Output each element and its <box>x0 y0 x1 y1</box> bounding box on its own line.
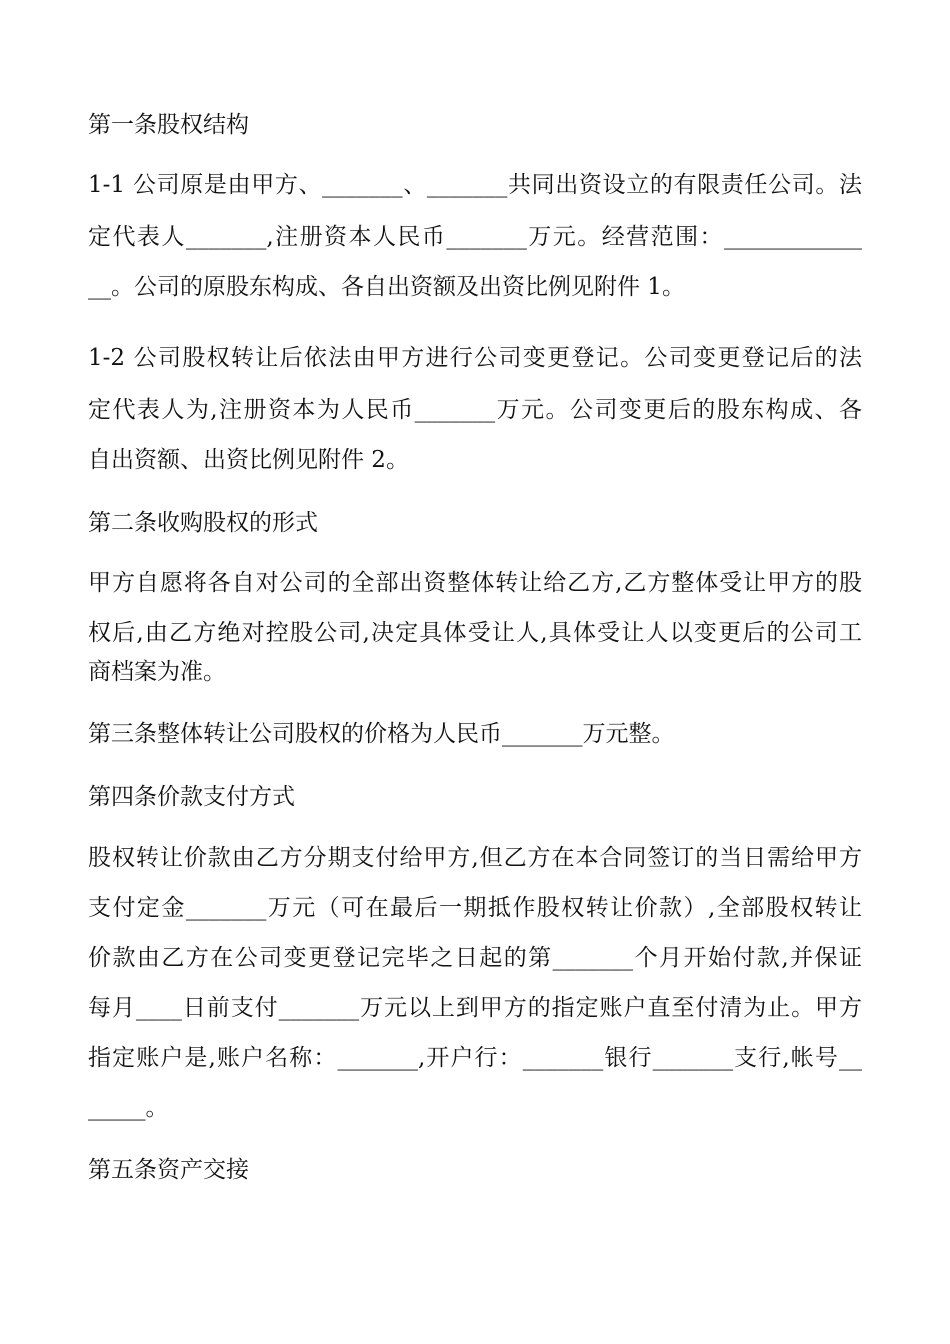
article-4-line-1: 股权转让价款由乙方分期支付给甲方,但乙方在本合同签订的当日需给甲方 <box>88 845 862 871</box>
clause-1-2-line-3: 自出资额、出资比例见附件 2。 <box>88 447 409 473</box>
article-3-line: 第三条整体转让公司股权的价格为人民币_______万元整。 <box>88 721 675 747</box>
article-4-heading: 第四条价款支付方式 <box>88 784 295 810</box>
article-2-line-3: 商档案为准。 <box>88 659 226 685</box>
article-1-heading: 第一条股权结构 <box>88 112 249 138</box>
clause-1-1-line-3: __。公司的原股东构成、各自出资额及出资比例见附件 1。 <box>88 274 685 300</box>
clause-1-1-line-2: 定代表人_______,注册资本人民币_______万元。经营范围：____________ <box>88 224 862 250</box>
clause-1-2-line-1: 1-2 公司股权转让后依法由甲方进行公司变更登记。公司变更登记后的法 <box>88 345 862 371</box>
article-4-line-5: 指定账户是,账户名称：_______,开户行：_______银行_______支行,帐号__ <box>88 1045 862 1071</box>
article-4-line-3: 价款由乙方在公司变更登记完毕之日起的第_______个月开始付款,并保证 <box>88 945 862 971</box>
article-5-heading: 第五条资产交接 <box>88 1157 249 1183</box>
clause-1-1-line-1: 1-1 公司原是由甲方、_______、_______共同出资设立的有限责任公司。法 <box>88 172 862 198</box>
article-2-line-1: 甲方自愿将各自对公司的全部出资整体转让给乙方,乙方整体受让甲方的股 <box>88 570 862 596</box>
article-2-line-2: 权后,由乙方绝对控股公司,决定具体受让人,具体受让人以变更后的公司工 <box>88 620 862 646</box>
article-4-line-6: _____。 <box>88 1095 169 1121</box>
clause-1-2-line-2: 定代表人为,注册资本为人民币_______万元。公司变更后的股东构成、各 <box>88 397 862 423</box>
article-2-heading: 第二条收购股权的形式 <box>88 510 318 536</box>
article-4-line-4: 每月____日前支付_______万元以上到甲方的指定账户直至付清为止。甲方 <box>88 995 862 1021</box>
article-4-line-2: 支付定金_______万元（可在最后一期抵作股权转让价款）,全部股权转让 <box>88 895 862 921</box>
